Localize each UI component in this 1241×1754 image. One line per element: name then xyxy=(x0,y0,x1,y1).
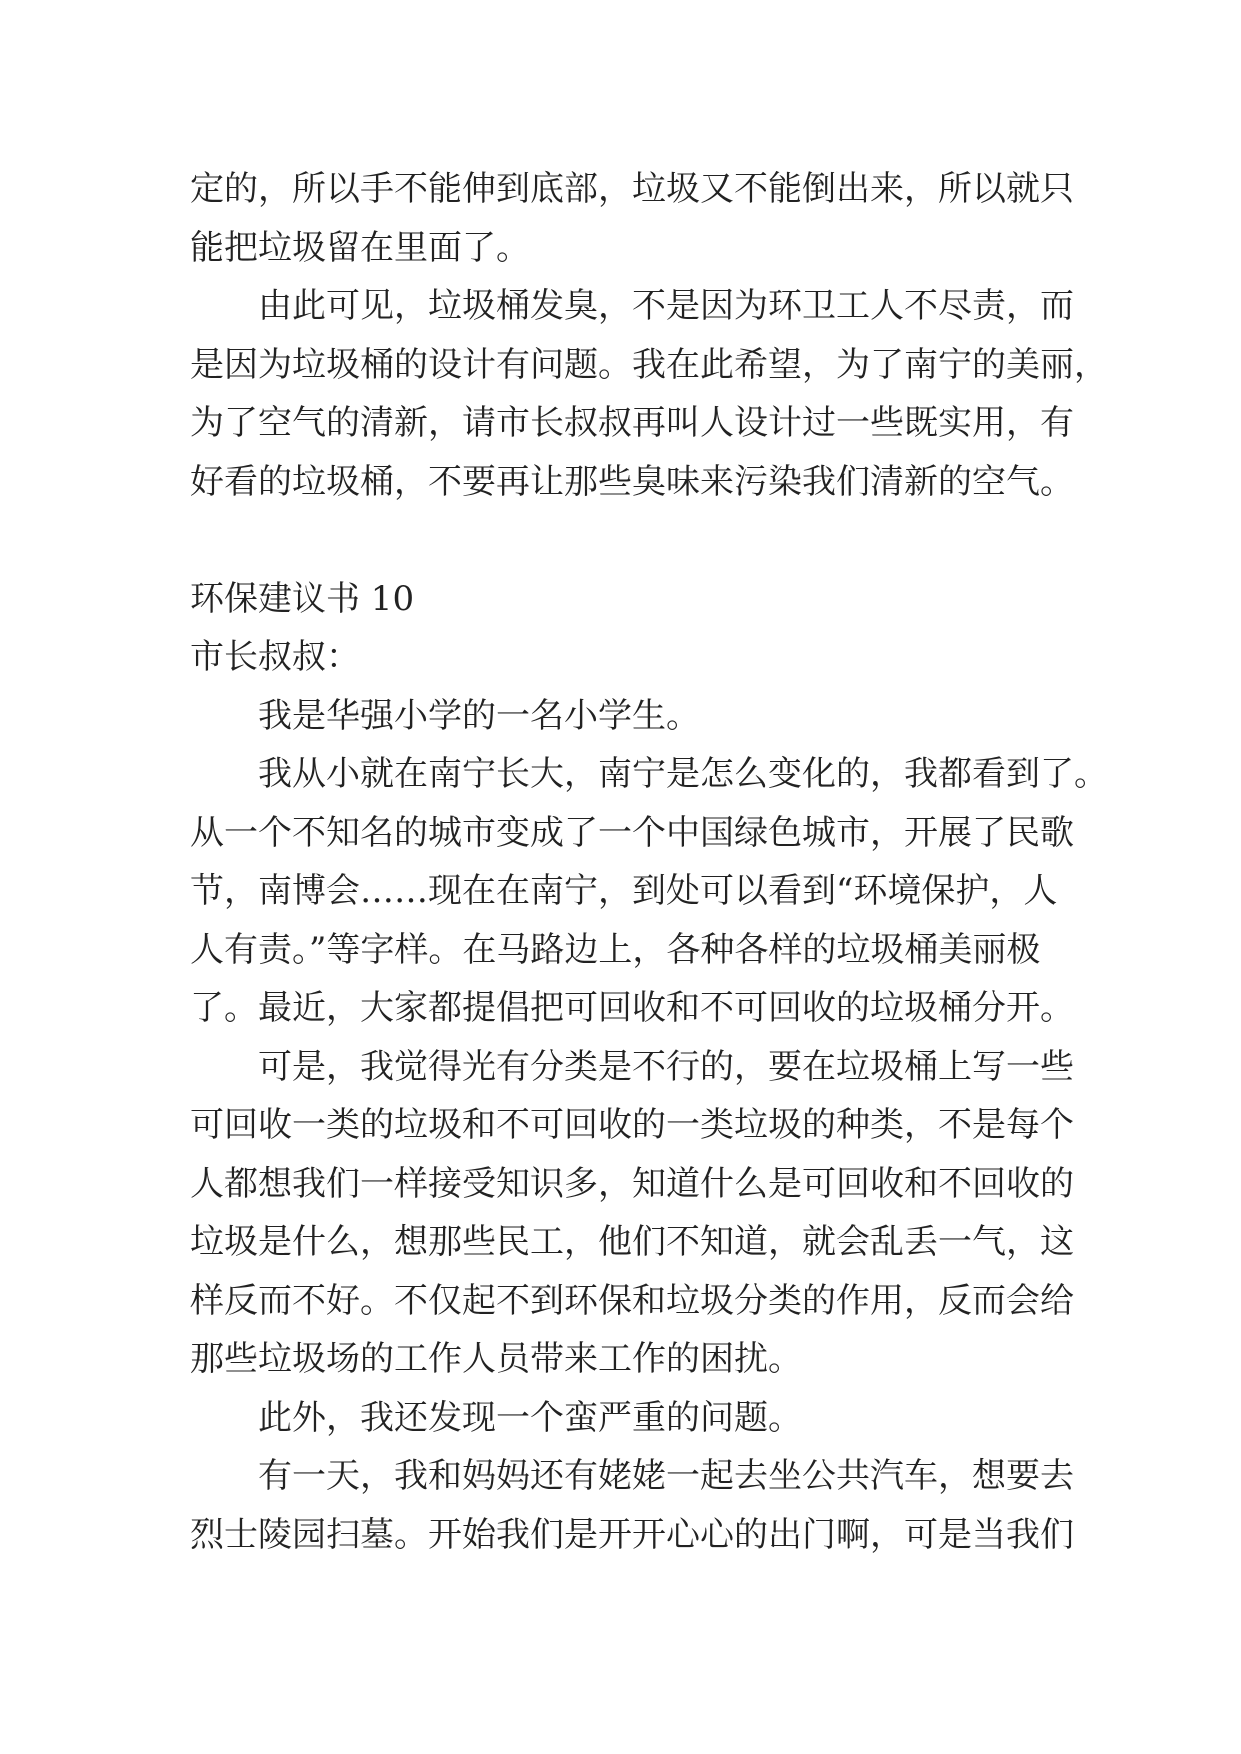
section-title: 环保建议书 10 xyxy=(190,578,415,619)
text-line: 由此可见，垃圾桶发臭，不是因为环卫工人不尽责，而 xyxy=(258,286,1074,326)
text-line: 样反而不好。不仅起不到环保和垃圾分类的作用，反而会给 xyxy=(190,1280,1074,1321)
text-line: 有一天，我和妈妈还有姥姥一起去坐公共汽车，想要去 xyxy=(258,1456,1074,1496)
text-line: 定的，所以手不能伸到底部，垃圾又不能倒出来，所以就只 xyxy=(190,169,1074,209)
paragraph xyxy=(190,687,1060,746)
salutation: 市长叔叔： xyxy=(190,637,360,677)
text-line: 是因为垃圾桶的设计有问题。我在此希望，为了南宁的美丽， xyxy=(190,344,1108,385)
text-line: 可是，我觉得光有分类是不行的，要在垃圾桶上写一些 xyxy=(258,1046,1074,1087)
document-body xyxy=(190,160,1108,1564)
text-line: 此外，我还发现一个蛮严重的问题。 xyxy=(258,1397,802,1438)
text-line: 为了空气的清新，请市长叔叔再叫人设计过一些既实用，有 xyxy=(190,403,1074,443)
paragraph xyxy=(190,745,1108,1038)
text-line: 那些垃圾场的工作人员带来工作的困扰。 xyxy=(190,1339,802,1379)
text-line: 我从小就在南宁长大，南宁是怎么变化的，我都看到了。 xyxy=(258,754,1108,794)
paragraph xyxy=(190,160,1074,277)
paragraph xyxy=(190,1038,1074,1389)
text-line: 人都想我们一样接受知识多，知道什么是可回收和不回收的 xyxy=(190,1163,1074,1204)
text-line: 可回收一类的垃圾和不可回收的一类垃圾的种类，不是每个 xyxy=(190,1105,1074,1145)
text-line: 垃圾是什么，想那些民工，他们不知道，就会乱丢一气，这 xyxy=(190,1222,1074,1262)
text-line: 人有责。”等字样。在马路边上，各种各样的垃圾桶美丽极 xyxy=(190,929,1041,970)
text-line: 好看的垃圾桶，不要再让那些臭味来污染我们清新的空气。 xyxy=(190,461,1074,502)
blank-line xyxy=(190,511,1060,570)
paragraph xyxy=(190,1389,1060,1448)
text-line: 能把垃圾留在里面了。 xyxy=(190,227,530,268)
text-line: 节，南博会……现在在南宁，到处可以看到“环境保护，人 xyxy=(190,871,1058,911)
paragraph xyxy=(190,1447,1074,1564)
text-line: 了。最近，大家都提倡把可回收和不可回收的垃圾桶分开。 xyxy=(190,988,1074,1028)
text-line: 烈士陵园扫墓。开始我们是开开心心的出门啊，可是当我们 xyxy=(190,1514,1074,1555)
paragraph xyxy=(190,277,1108,511)
text-line: 我是华强小学的一名小学生。 xyxy=(258,695,700,736)
text-line: 从一个不知名的城市变成了一个中国绿色城市，开展了民歌 xyxy=(190,812,1074,853)
